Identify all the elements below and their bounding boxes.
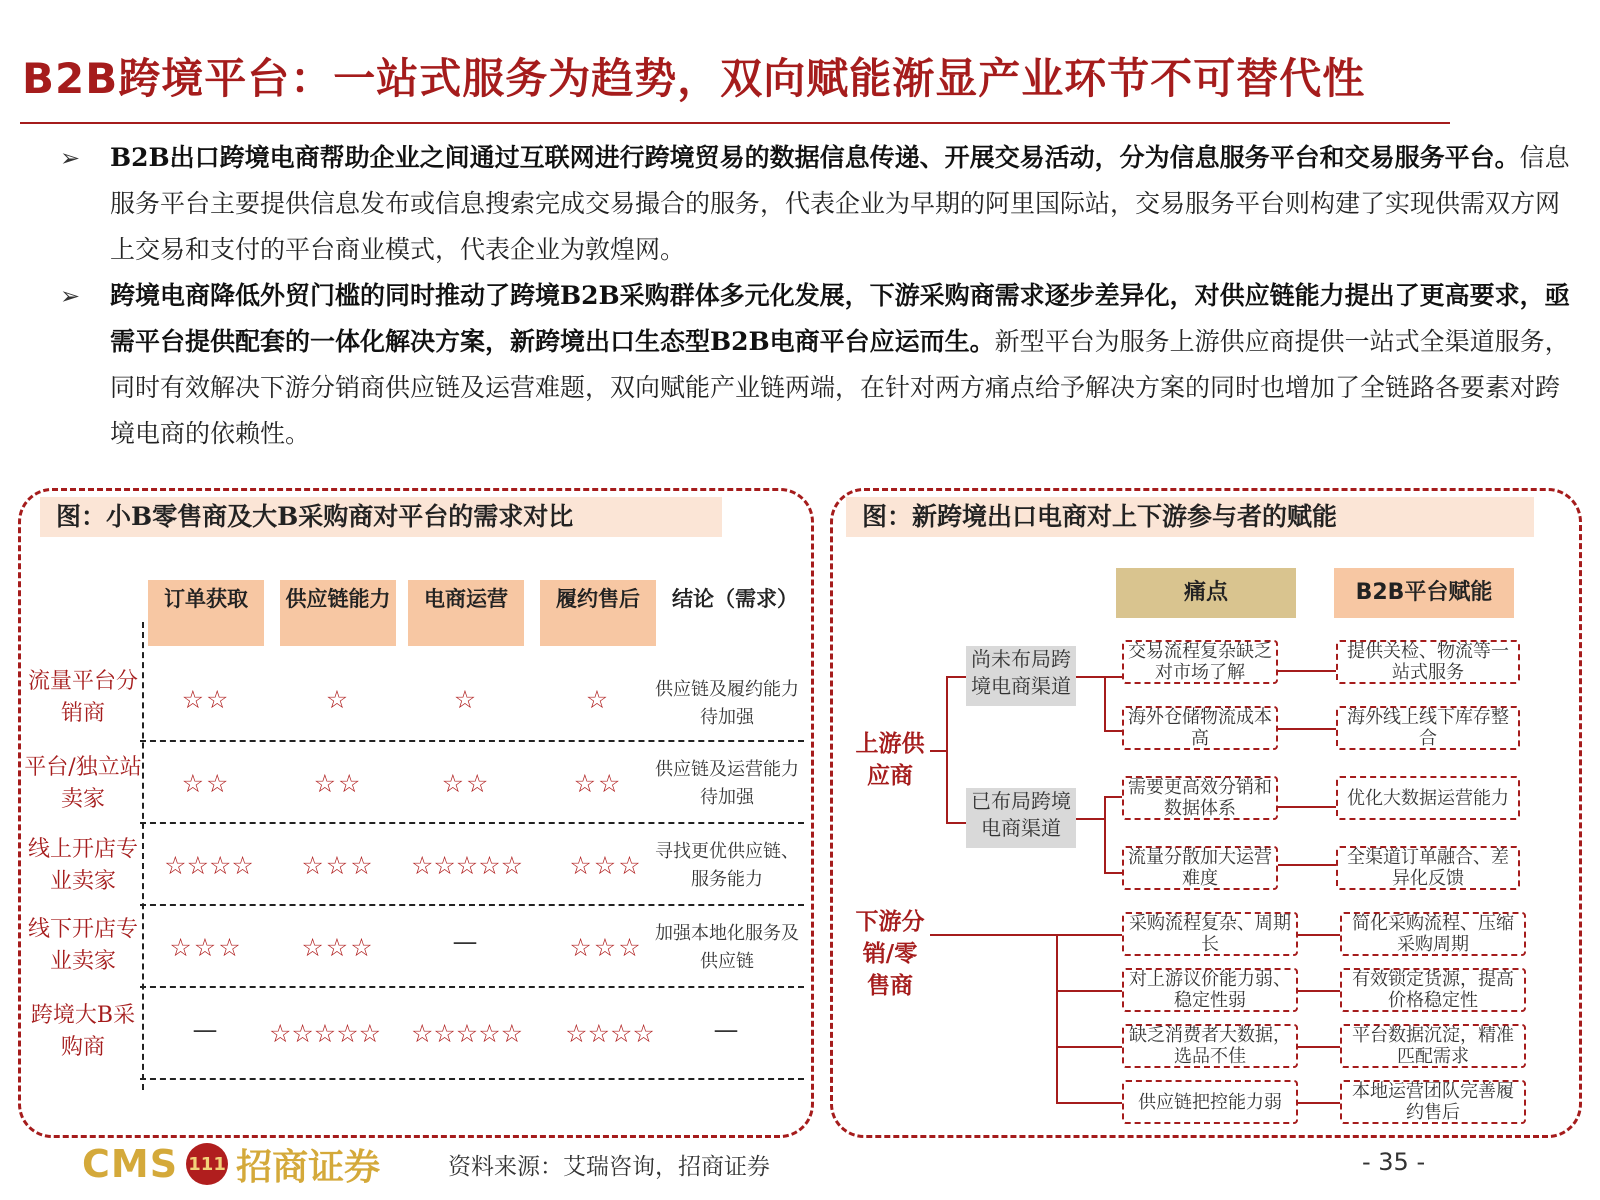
star-rating: ☆☆☆	[301, 851, 375, 880]
star-rating: ☆☆☆☆☆	[410, 851, 524, 880]
bullet-list	[60, 135, 1580, 457]
connector-line	[1104, 796, 1122, 798]
star-rating: ☆☆	[181, 685, 231, 714]
pain-box: 供应链把控能力弱	[1122, 1080, 1298, 1124]
logo-emblem-icon	[186, 1143, 228, 1185]
star-rating: ☆☆☆☆☆	[268, 1019, 382, 1048]
connector-line	[946, 676, 966, 678]
connector-line	[1104, 676, 1106, 732]
connector-line	[1056, 990, 1122, 992]
connector-line	[1076, 676, 1104, 678]
connector-line	[1056, 934, 1058, 1104]
row-label: 跨境大B采购商	[30, 1003, 136, 1060]
row-label: 线下开店专业卖家	[27, 917, 138, 974]
right-panel-header: 图：新跨境出口电商对上下游参与者的赋能	[846, 497, 1534, 537]
empower-box: 有效锁定货源，提高价格稳定性	[1340, 968, 1526, 1012]
connector-line	[1056, 934, 1122, 936]
page-number: - 35 -	[1362, 1148, 1426, 1176]
pain-points-header: 痛点	[1116, 568, 1296, 618]
table-row-divider	[140, 822, 804, 824]
connector-line	[1104, 872, 1122, 874]
empower-box: 海外线上线下库存整合	[1336, 706, 1520, 750]
empower-box: 本地运营团队完善履约售后	[1340, 1080, 1526, 1124]
table-row-divider	[140, 740, 804, 742]
star-rating: ☆☆☆	[169, 933, 243, 962]
bullet-lead: B2B出口跨境电商帮助企业之间通过互联网进行跨境贸易的数据信息传递、开展交易活动，分为信息服务平台和交易服务平台。	[110, 143, 1520, 172]
empower-box: 提供关检、物流等一站式服务	[1336, 640, 1520, 684]
connector-line	[1056, 1102, 1122, 1104]
star-rating: ☆☆☆☆	[164, 851, 254, 880]
upstream-label: 上游供应商	[855, 730, 925, 789]
empower-box: 优化大数据运营能力	[1336, 776, 1520, 820]
table-row-divider	[140, 986, 804, 988]
pain-box: 缺乏消费者大数据，选品不佳	[1122, 1024, 1298, 1068]
star-rating: —	[192, 1015, 220, 1044]
pain-box: 采购流程复杂、周期长	[1122, 912, 1298, 956]
connector-line	[1278, 864, 1336, 866]
star-rating: ☆	[585, 685, 611, 714]
star-rating: —	[452, 927, 480, 956]
connector-line	[946, 822, 966, 824]
logo-mark-text: 111	[188, 1153, 226, 1175]
row-conclusion: 寻找更优供应链、服务能力	[655, 841, 799, 890]
star-rating: ☆☆☆☆☆	[410, 1019, 524, 1048]
title-divider	[20, 122, 1450, 124]
connector-line	[930, 934, 1058, 936]
not-yet-crossborder-label: 尚未布局跨境电商渠道	[966, 646, 1076, 706]
already-crossborder-label: 已布局跨境电商渠道	[966, 788, 1076, 848]
logo-en-text: CMS	[82, 1142, 179, 1186]
connector-line	[1076, 818, 1104, 820]
bullet-item	[60, 273, 1580, 457]
column-header-ecommerce-ops: 电商运营	[408, 580, 524, 646]
downstream-label: 下游分销/零售商	[855, 908, 925, 999]
row-conclusion: 供应链及运营能力待加强	[655, 759, 799, 808]
arrow-bullet-icon: ➢	[60, 144, 81, 172]
left-panel-header: 图：小B零售商及大B采购商对平台的需求对比	[40, 497, 722, 537]
row-label: 平台/独立站卖家	[24, 755, 142, 812]
connector-line	[1104, 796, 1106, 874]
star-rating: ☆☆	[313, 769, 363, 798]
star-rating: ☆☆☆	[569, 933, 643, 962]
pain-box: 交易流程复杂缺乏对市场了解	[1122, 640, 1278, 684]
connector-line	[1104, 730, 1122, 732]
connector-line	[1278, 728, 1336, 730]
column-header-fulfillment: 履约售后	[540, 580, 656, 646]
connector-line	[1298, 934, 1340, 936]
star-rating: ☆☆☆	[569, 851, 643, 880]
arrow-bullet-icon: ➢	[60, 282, 81, 310]
empower-box: 全渠道订单融合、差异化反馈	[1336, 846, 1520, 890]
empower-box: 平台数据沉淀，精准匹配需求	[1340, 1024, 1526, 1068]
pain-box: 需要更高效分销和数据体系	[1122, 776, 1278, 820]
connector-line	[1278, 670, 1336, 672]
row-conclusion: 供应链及履约能力待加强	[655, 679, 799, 728]
row-conclusion: 加强本地化服务及供应链	[655, 923, 799, 972]
column-header-orders: 订单获取	[148, 580, 264, 646]
connector-line	[1298, 990, 1340, 992]
bullet-lead: 跨境电商降低外贸门槛的同时推动了跨境B2B采购群体多元化发展，下游采购商需求逐步差异化，对供应链能力提出了更高要求，亟需平台提供配套的一体化解决方案，新跨境出口生态型B2B电商平台应运而生。	[110, 281, 1570, 356]
star-rating: ☆☆	[181, 769, 231, 798]
star-rating: ☆	[453, 685, 479, 714]
pain-box: 流量分散加大运营难度	[1122, 846, 1278, 890]
star-rating: ☆☆☆☆	[565, 1019, 655, 1048]
bullet-body: 信息服务平台主要提供信息发布或信息搜索完成交易撮合的服务，代表企业为早期的阿里国际站，交易服务平台则构建了实现供需双方网上交易和支付的平台商业模式，代表企业为敦煌网。	[110, 143, 1570, 264]
bullet-item	[60, 135, 1580, 273]
column-header-conclusion: 结论（需求）	[672, 586, 798, 611]
company-logo	[82, 1136, 380, 1192]
logo-cn-text: 招商证券	[236, 1146, 381, 1188]
connector-line	[1298, 1046, 1340, 1048]
bullet-body: 新型平台为服务上游供应商提供一站式全渠道服务，同时有效解决下游分销商供应链及运营难题，双向赋能产业链两端，在针对两方痛点给予解决方案的同时也增加了全链路各要素对跨境电商的依赖性。	[110, 327, 1570, 448]
pain-box: 海外仓储物流成本高	[1122, 706, 1278, 750]
source-note: 资料来源：艾瑞咨询，招商证券	[448, 1154, 770, 1180]
star-rating: ☆☆	[441, 769, 491, 798]
table-row-divider	[140, 1078, 804, 1080]
connector-line	[1278, 806, 1336, 808]
star-rating: ☆☆	[573, 769, 623, 798]
row-label: 流量平台分销商	[27, 669, 138, 726]
connector-line	[1298, 1102, 1340, 1104]
row-label: 线上开店专业卖家	[27, 837, 138, 894]
connector-line	[930, 750, 946, 752]
empowerment-header: B2B平台赋能	[1334, 568, 1514, 618]
page-title: B2B跨境平台：一站式服务为趋势，双向赋能渐显产业环节不可替代性	[22, 54, 1366, 103]
star-rating: ☆☆☆	[301, 933, 375, 962]
row-conclusion: —	[713, 1015, 741, 1044]
table-row-divider	[140, 904, 804, 906]
pain-box: 对上游议价能力弱、稳定性弱	[1122, 968, 1298, 1012]
connector-line	[946, 676, 948, 824]
star-rating: ☆	[325, 685, 351, 714]
connector-line	[1104, 676, 1122, 678]
connector-line	[1056, 1046, 1122, 1048]
column-header-supply-chain: 供应链能力	[280, 580, 396, 646]
empower-box: 简化采购流程、压缩采购周期	[1340, 912, 1526, 956]
